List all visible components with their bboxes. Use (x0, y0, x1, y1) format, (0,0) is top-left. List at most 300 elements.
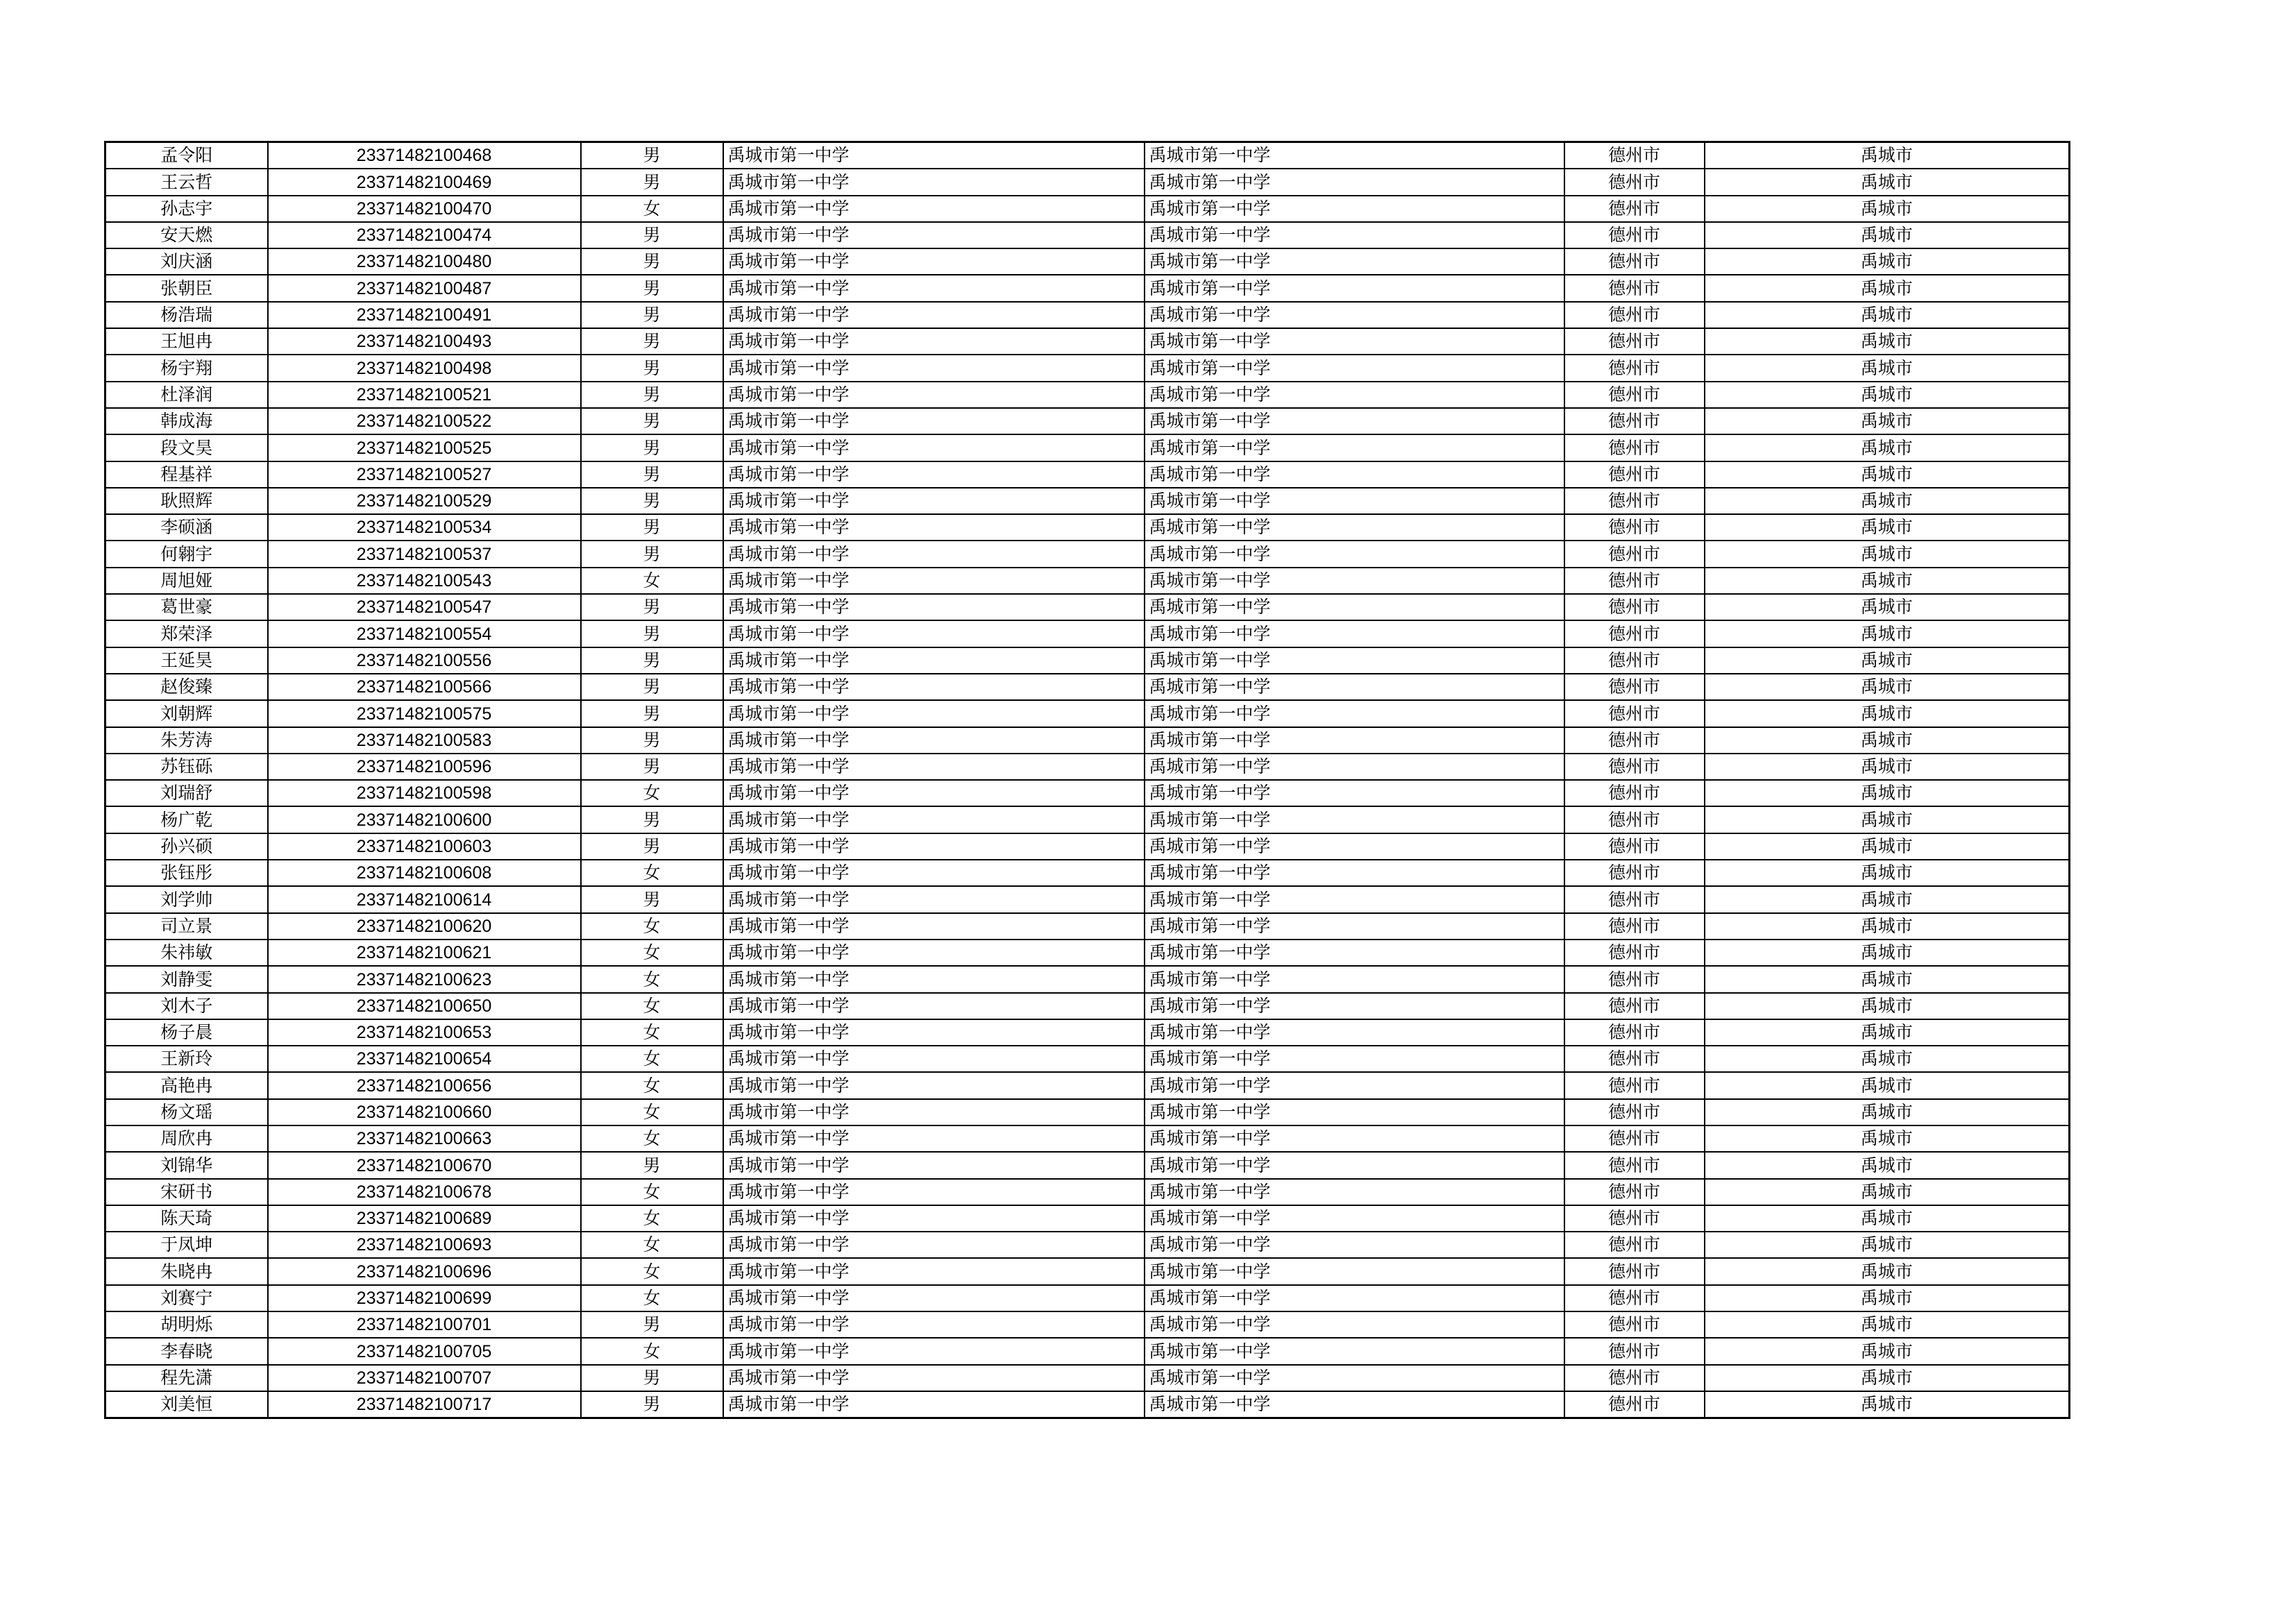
gender-cell: 女 (581, 780, 723, 806)
exam-number-cell: 23371482100547 (268, 594, 581, 620)
table-row (105, 674, 2070, 700)
school-cell: 禹城市第一中学 (723, 674, 1145, 700)
graduation-school-cell: 禹城市第一中学 (1145, 461, 1564, 488)
city-cell: 德州市 (1564, 780, 1705, 806)
gender-cell: 男 (581, 1311, 723, 1338)
city-cell: 德州市 (1564, 568, 1705, 594)
school-cell: 禹城市第一中学 (723, 806, 1145, 833)
graduation-school-cell: 禹城市第一中学 (1145, 248, 1564, 275)
city-cell: 德州市 (1564, 1046, 1705, 1072)
school-cell: 禹城市第一中学 (723, 700, 1145, 726)
table-row (105, 434, 2070, 461)
exam-number-cell: 23371482100650 (268, 993, 581, 1019)
table-row (105, 940, 2070, 966)
graduation-school-cell: 禹城市第一中学 (1145, 169, 1564, 195)
graduation-school-cell: 禹城市第一中学 (1145, 382, 1564, 408)
gender-cell: 男 (581, 647, 723, 674)
gender-cell: 女 (581, 940, 723, 966)
table-row (105, 1232, 2070, 1258)
city-cell: 德州市 (1564, 248, 1705, 275)
exam-number-cell: 23371482100620 (268, 913, 581, 940)
gender-cell: 女 (581, 1338, 723, 1364)
table-row (105, 1179, 2070, 1205)
table-row (105, 461, 2070, 488)
school-cell: 禹城市第一中学 (723, 1365, 1145, 1391)
county-cell: 禹城市 (1705, 1258, 2070, 1284)
student-roster-table (104, 141, 2070, 1419)
city-cell: 德州市 (1564, 833, 1705, 860)
graduation-school-cell: 禹城市第一中学 (1145, 940, 1564, 966)
student-name-cell: 郑荣泽 (105, 620, 268, 647)
student-name-cell: 耿照辉 (105, 488, 268, 514)
city-cell: 德州市 (1564, 434, 1705, 461)
city-cell: 德州市 (1564, 806, 1705, 833)
student-name-cell: 杜泽润 (105, 382, 268, 408)
graduation-school-cell: 禹城市第一中学 (1145, 1311, 1564, 1338)
table-row (105, 1205, 2070, 1232)
school-cell: 禹城市第一中学 (723, 940, 1145, 966)
graduation-school-cell: 禹城市第一中学 (1145, 1019, 1564, 1046)
county-cell: 禹城市 (1705, 1019, 2070, 1046)
student-name-cell: 程基祥 (105, 461, 268, 488)
exam-number-cell: 23371482100534 (268, 514, 581, 541)
city-cell: 德州市 (1564, 1338, 1705, 1364)
county-cell: 禹城市 (1705, 1391, 2070, 1418)
table-row (105, 1338, 2070, 1364)
graduation-school-cell: 禹城市第一中学 (1145, 1285, 1564, 1311)
school-cell: 禹城市第一中学 (723, 275, 1145, 301)
school-cell: 禹城市第一中学 (723, 594, 1145, 620)
county-cell: 禹城市 (1705, 1285, 2070, 1311)
exam-number-cell: 23371482100493 (268, 328, 581, 355)
county-cell: 禹城市 (1705, 860, 2070, 886)
graduation-school-cell: 禹城市第一中学 (1145, 1258, 1564, 1284)
graduation-school-cell: 禹城市第一中学 (1145, 1365, 1564, 1391)
county-cell: 禹城市 (1705, 886, 2070, 912)
exam-number-cell: 23371482100566 (268, 674, 581, 700)
county-cell: 禹城市 (1705, 1152, 2070, 1178)
student-name-cell: 宋研书 (105, 1179, 268, 1205)
city-cell: 德州市 (1564, 727, 1705, 754)
county-cell: 禹城市 (1705, 1179, 2070, 1205)
gender-cell: 女 (581, 1179, 723, 1205)
graduation-school-cell: 禹城市第一中学 (1145, 1072, 1564, 1098)
gender-cell: 男 (581, 674, 723, 700)
city-cell: 德州市 (1564, 993, 1705, 1019)
graduation-school-cell: 禹城市第一中学 (1145, 860, 1564, 886)
city-cell: 德州市 (1564, 1391, 1705, 1418)
city-cell: 德州市 (1564, 1152, 1705, 1178)
county-cell: 禹城市 (1705, 514, 2070, 541)
school-cell: 禹城市第一中学 (723, 1391, 1145, 1418)
graduation-school-cell: 禹城市第一中学 (1145, 541, 1564, 567)
gender-cell: 男 (581, 142, 723, 169)
table-row (105, 408, 2070, 434)
school-cell: 禹城市第一中学 (723, 382, 1145, 408)
graduation-school-cell: 禹城市第一中学 (1145, 434, 1564, 461)
student-name-cell: 安天燃 (105, 222, 268, 248)
gender-cell: 男 (581, 806, 723, 833)
graduation-school-cell: 禹城市第一中学 (1145, 1046, 1564, 1072)
student-name-cell: 杨广乾 (105, 806, 268, 833)
table-row (105, 169, 2070, 195)
student-name-cell: 杨浩瑞 (105, 302, 268, 328)
exam-number-cell: 23371482100660 (268, 1099, 581, 1125)
graduation-school-cell: 禹城市第一中学 (1145, 833, 1564, 860)
school-cell: 禹城市第一中学 (723, 1152, 1145, 1178)
table-row (105, 966, 2070, 992)
school-cell: 禹城市第一中学 (723, 461, 1145, 488)
graduation-school-cell: 禹城市第一中学 (1145, 514, 1564, 541)
city-cell: 德州市 (1564, 408, 1705, 434)
gender-cell: 男 (581, 833, 723, 860)
gender-cell: 男 (581, 886, 723, 912)
exam-number-cell: 23371482100554 (268, 620, 581, 647)
gender-cell: 男 (581, 700, 723, 726)
school-cell: 禹城市第一中学 (723, 860, 1145, 886)
county-cell: 禹城市 (1705, 488, 2070, 514)
student-name-cell: 张朝臣 (105, 275, 268, 301)
graduation-school-cell: 禹城市第一中学 (1145, 806, 1564, 833)
student-name-cell: 李硕涵 (105, 514, 268, 541)
county-cell: 禹城市 (1705, 620, 2070, 647)
graduation-school-cell: 禹城市第一中学 (1145, 222, 1564, 248)
school-cell: 禹城市第一中学 (723, 886, 1145, 912)
exam-number-cell: 23371482100529 (268, 488, 581, 514)
city-cell: 德州市 (1564, 1311, 1705, 1338)
student-name-cell: 刘学帅 (105, 886, 268, 912)
county-cell: 禹城市 (1705, 461, 2070, 488)
student-name-cell: 孙志宇 (105, 196, 268, 222)
graduation-school-cell: 禹城市第一中学 (1145, 594, 1564, 620)
exam-number-cell: 23371482100583 (268, 727, 581, 754)
gender-cell: 男 (581, 620, 723, 647)
graduation-school-cell: 禹城市第一中学 (1145, 620, 1564, 647)
city-cell: 德州市 (1564, 196, 1705, 222)
county-cell: 禹城市 (1705, 1232, 2070, 1258)
student-name-cell: 张钰彤 (105, 860, 268, 886)
graduation-school-cell: 禹城市第一中学 (1145, 754, 1564, 780)
graduation-school-cell: 禹城市第一中学 (1145, 886, 1564, 912)
county-cell: 禹城市 (1705, 1338, 2070, 1364)
school-cell: 禹城市第一中学 (723, 302, 1145, 328)
table-body (105, 142, 2070, 1418)
exam-number-cell: 23371482100705 (268, 1338, 581, 1364)
exam-number-cell: 23371482100717 (268, 1391, 581, 1418)
table-row (105, 886, 2070, 912)
exam-number-cell: 23371482100522 (268, 408, 581, 434)
city-cell: 德州市 (1564, 461, 1705, 488)
school-cell: 禹城市第一中学 (723, 1311, 1145, 1338)
table-row (105, 1046, 2070, 1072)
student-name-cell: 孙兴硕 (105, 833, 268, 860)
gender-cell: 男 (581, 248, 723, 275)
gender-cell: 男 (581, 488, 723, 514)
gender-cell: 男 (581, 461, 723, 488)
exam-number-cell: 23371482100600 (268, 806, 581, 833)
city-cell: 德州市 (1564, 302, 1705, 328)
student-name-cell: 朱祎敏 (105, 940, 268, 966)
gender-cell: 男 (581, 222, 723, 248)
city-cell: 德州市 (1564, 142, 1705, 169)
city-cell: 德州市 (1564, 1019, 1705, 1046)
student-name-cell: 朱晓冉 (105, 1258, 268, 1284)
county-cell: 禹城市 (1705, 142, 2070, 169)
county-cell: 禹城市 (1705, 727, 2070, 754)
county-cell: 禹城市 (1705, 833, 2070, 860)
county-cell: 禹城市 (1705, 355, 2070, 381)
table-row (105, 993, 2070, 1019)
gender-cell: 女 (581, 1232, 723, 1258)
school-cell: 禹城市第一中学 (723, 514, 1145, 541)
student-name-cell: 葛世豪 (105, 594, 268, 620)
student-name-cell: 刘木子 (105, 993, 268, 1019)
table-row (105, 1365, 2070, 1391)
table-row (105, 1019, 2070, 1046)
gender-cell: 男 (581, 169, 723, 195)
gender-cell: 女 (581, 1046, 723, 1072)
county-cell: 禹城市 (1705, 993, 2070, 1019)
gender-cell: 男 (581, 514, 723, 541)
school-cell: 禹城市第一中学 (723, 169, 1145, 195)
student-name-cell: 刘静雯 (105, 966, 268, 992)
county-cell: 禹城市 (1705, 966, 2070, 992)
city-cell: 德州市 (1564, 541, 1705, 567)
gender-cell: 男 (581, 594, 723, 620)
gender-cell: 男 (581, 727, 723, 754)
table-row (105, 328, 2070, 355)
exam-number-cell: 23371482100663 (268, 1125, 581, 1152)
student-name-cell: 刘瑞舒 (105, 780, 268, 806)
gender-cell: 男 (581, 1391, 723, 1418)
exam-number-cell: 23371482100603 (268, 833, 581, 860)
school-cell: 禹城市第一中学 (723, 1046, 1145, 1072)
county-cell: 禹城市 (1705, 806, 2070, 833)
table-row (105, 568, 2070, 594)
exam-number-cell: 23371482100707 (268, 1365, 581, 1391)
graduation-school-cell: 禹城市第一中学 (1145, 647, 1564, 674)
county-cell: 禹城市 (1705, 541, 2070, 567)
table-row (105, 541, 2070, 567)
city-cell: 德州市 (1564, 700, 1705, 726)
exam-number-cell: 23371482100699 (268, 1285, 581, 1311)
county-cell: 禹城市 (1705, 594, 2070, 620)
gender-cell: 女 (581, 1205, 723, 1232)
graduation-school-cell: 禹城市第一中学 (1145, 727, 1564, 754)
county-cell: 禹城市 (1705, 328, 2070, 355)
gender-cell: 女 (581, 966, 723, 992)
table-row (105, 355, 2070, 381)
student-name-cell: 胡明烁 (105, 1311, 268, 1338)
school-cell: 禹城市第一中学 (723, 328, 1145, 355)
exam-number-cell: 23371482100598 (268, 780, 581, 806)
table-row (105, 514, 2070, 541)
school-cell: 禹城市第一中学 (723, 568, 1145, 594)
city-cell: 德州市 (1564, 647, 1705, 674)
table-row (105, 142, 2070, 169)
city-cell: 德州市 (1564, 1179, 1705, 1205)
student-name-cell: 王延昊 (105, 647, 268, 674)
county-cell: 禹城市 (1705, 302, 2070, 328)
graduation-school-cell: 禹城市第一中学 (1145, 1391, 1564, 1418)
county-cell: 禹城市 (1705, 222, 2070, 248)
school-cell: 禹城市第一中学 (723, 355, 1145, 381)
table-row (105, 1072, 2070, 1098)
school-cell: 禹城市第一中学 (723, 1099, 1145, 1125)
exam-number-cell: 23371482100480 (268, 248, 581, 275)
school-cell: 禹城市第一中学 (723, 434, 1145, 461)
county-cell: 禹城市 (1705, 568, 2070, 594)
table-row (105, 275, 2070, 301)
county-cell: 禹城市 (1705, 275, 2070, 301)
school-cell: 禹城市第一中学 (723, 1232, 1145, 1258)
city-cell: 德州市 (1564, 382, 1705, 408)
city-cell: 德州市 (1564, 222, 1705, 248)
student-name-cell: 陈天琦 (105, 1205, 268, 1232)
graduation-school-cell: 禹城市第一中学 (1145, 196, 1564, 222)
student-name-cell: 王云哲 (105, 169, 268, 195)
student-name-cell: 段文昊 (105, 434, 268, 461)
student-name-cell: 韩成海 (105, 408, 268, 434)
school-cell: 禹城市第一中学 (723, 1179, 1145, 1205)
student-name-cell: 杨文瑶 (105, 1099, 268, 1125)
city-cell: 德州市 (1564, 355, 1705, 381)
exam-number-cell: 23371482100469 (268, 169, 581, 195)
graduation-school-cell: 禹城市第一中学 (1145, 966, 1564, 992)
gender-cell: 男 (581, 1152, 723, 1178)
student-name-cell: 高艳冉 (105, 1072, 268, 1098)
table-row (105, 1285, 2070, 1311)
school-cell: 禹城市第一中学 (723, 1285, 1145, 1311)
graduation-school-cell: 禹城市第一中学 (1145, 700, 1564, 726)
county-cell: 禹城市 (1705, 1099, 2070, 1125)
student-name-cell: 刘美恒 (105, 1391, 268, 1418)
student-name-cell: 司立景 (105, 913, 268, 940)
city-cell: 德州市 (1564, 754, 1705, 780)
county-cell: 禹城市 (1705, 408, 2070, 434)
gender-cell: 女 (581, 860, 723, 886)
school-cell: 禹城市第一中学 (723, 1125, 1145, 1152)
county-cell: 禹城市 (1705, 1046, 2070, 1072)
school-cell: 禹城市第一中学 (723, 408, 1145, 434)
student-name-cell: 杨宇翔 (105, 355, 268, 381)
student-name-cell: 刘朝辉 (105, 700, 268, 726)
school-cell: 禹城市第一中学 (723, 1019, 1145, 1046)
school-cell: 禹城市第一中学 (723, 1072, 1145, 1098)
city-cell: 德州市 (1564, 594, 1705, 620)
table-row (105, 727, 2070, 754)
graduation-school-cell: 禹城市第一中学 (1145, 1099, 1564, 1125)
county-cell: 禹城市 (1705, 1072, 2070, 1098)
city-cell: 德州市 (1564, 1232, 1705, 1258)
table-row (105, 913, 2070, 940)
school-cell: 禹城市第一中学 (723, 966, 1145, 992)
county-cell: 禹城市 (1705, 382, 2070, 408)
graduation-school-cell: 禹城市第一中学 (1145, 780, 1564, 806)
exam-number-cell: 23371482100527 (268, 461, 581, 488)
gender-cell: 女 (581, 1125, 723, 1152)
graduation-school-cell: 禹城市第一中学 (1145, 1125, 1564, 1152)
gender-cell: 男 (581, 355, 723, 381)
student-name-cell: 李春晓 (105, 1338, 268, 1364)
gender-cell: 男 (581, 434, 723, 461)
graduation-school-cell: 禹城市第一中学 (1145, 1179, 1564, 1205)
exam-number-cell: 23371482100693 (268, 1232, 581, 1258)
exam-number-cell: 23371482100498 (268, 355, 581, 381)
exam-number-cell: 23371482100696 (268, 1258, 581, 1284)
graduation-school-cell: 禹城市第一中学 (1145, 568, 1564, 594)
county-cell: 禹城市 (1705, 1205, 2070, 1232)
graduation-school-cell: 禹城市第一中学 (1145, 1205, 1564, 1232)
city-cell: 德州市 (1564, 1072, 1705, 1098)
gender-cell: 女 (581, 1258, 723, 1284)
exam-number-cell: 23371482100487 (268, 275, 581, 301)
county-cell: 禹城市 (1705, 940, 2070, 966)
table-row (105, 1391, 2070, 1418)
exam-number-cell: 23371482100701 (268, 1311, 581, 1338)
exam-number-cell: 23371482100468 (268, 142, 581, 169)
school-cell: 禹城市第一中学 (723, 142, 1145, 169)
school-cell: 禹城市第一中学 (723, 727, 1145, 754)
city-cell: 德州市 (1564, 275, 1705, 301)
gender-cell: 女 (581, 1019, 723, 1046)
table-row (105, 1258, 2070, 1284)
graduation-school-cell: 禹城市第一中学 (1145, 302, 1564, 328)
gender-cell: 女 (581, 993, 723, 1019)
school-cell: 禹城市第一中学 (723, 993, 1145, 1019)
city-cell: 德州市 (1564, 1099, 1705, 1125)
graduation-school-cell: 禹城市第一中学 (1145, 275, 1564, 301)
graduation-school-cell: 禹城市第一中学 (1145, 1232, 1564, 1258)
student-name-cell: 苏钰砾 (105, 754, 268, 780)
gender-cell: 女 (581, 1285, 723, 1311)
county-cell: 禹城市 (1705, 1365, 2070, 1391)
county-cell: 禹城市 (1705, 700, 2070, 726)
table-row (105, 488, 2070, 514)
student-name-cell: 朱芳涛 (105, 727, 268, 754)
table-row (105, 382, 2070, 408)
graduation-school-cell: 禹城市第一中学 (1145, 355, 1564, 381)
table-row (105, 1152, 2070, 1178)
gender-cell: 男 (581, 275, 723, 301)
exam-number-cell: 23371482100608 (268, 860, 581, 886)
table-row (105, 248, 2070, 275)
student-name-cell: 程先潇 (105, 1365, 268, 1391)
school-cell: 禹城市第一中学 (723, 620, 1145, 647)
table-row (105, 1125, 2070, 1152)
county-cell: 禹城市 (1705, 780, 2070, 806)
city-cell: 德州市 (1564, 1285, 1705, 1311)
exam-number-cell: 23371482100543 (268, 568, 581, 594)
gender-cell: 男 (581, 302, 723, 328)
city-cell: 德州市 (1564, 886, 1705, 912)
gender-cell: 男 (581, 541, 723, 567)
student-name-cell: 王新玲 (105, 1046, 268, 1072)
graduation-school-cell: 禹城市第一中学 (1145, 328, 1564, 355)
exam-number-cell: 23371482100670 (268, 1152, 581, 1178)
school-cell: 禹城市第一中学 (723, 754, 1145, 780)
city-cell: 德州市 (1564, 966, 1705, 992)
table-row (105, 754, 2070, 780)
county-cell: 禹城市 (1705, 674, 2070, 700)
county-cell: 禹城市 (1705, 1311, 2070, 1338)
school-cell: 禹城市第一中学 (723, 196, 1145, 222)
table-row (105, 620, 2070, 647)
gender-cell: 男 (581, 754, 723, 780)
student-name-cell: 王旭冉 (105, 328, 268, 355)
student-name-cell: 于凤坤 (105, 1232, 268, 1258)
graduation-school-cell: 禹城市第一中学 (1145, 408, 1564, 434)
